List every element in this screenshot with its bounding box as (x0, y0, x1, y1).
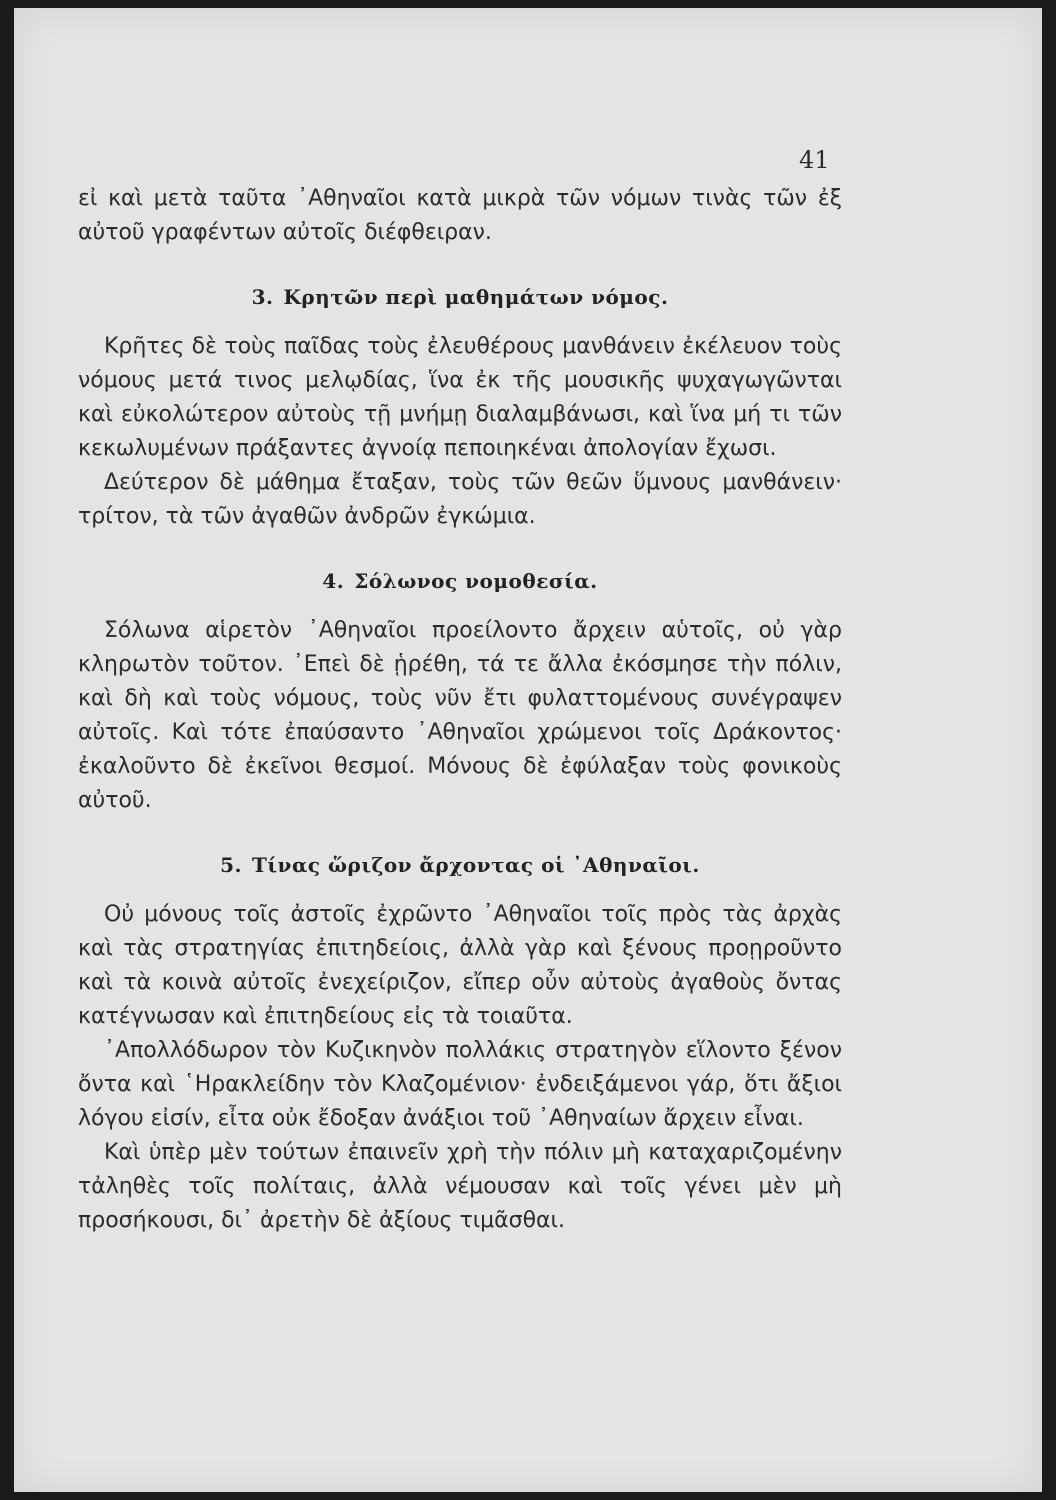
section-heading-5 (78, 848, 842, 882)
section-heading-3 (78, 280, 842, 314)
section-number: 5. (220, 853, 242, 877)
intro-paragraph: εἰ καὶ μετὰ ταῦτα ᾿Αθηναῖοι κατὰ μικρὰ τῶν νόμων τινὰς τῶν ἐξ αὐτοῦ γραφέντων αὐτοῖς διέφθειραν. (78, 186, 842, 245)
section-title: Τίνας ὥριζον ἄρχοντας οἱ ᾿Αθηναῖοι. (252, 853, 700, 877)
section-heading-4 (78, 564, 842, 598)
paragraph: ᾿Απολλόδωρον τὸν Κυζικηνὸν πολλάκις στρατηγὸν εἵλοντο ξένον ὄντα καὶ ῾Ηρακλείδην τὸν Κλαζομένιον· ἐνδειξάμενοι γάρ, ὅτι ἄξιοι λόγου εἰσίν, εἶτα οὐκ ἔδοξαν ἀνάξιοι τοῦ ᾿Αθηναίων ἄρχειν εἶναι. (78, 1038, 842, 1131)
page-content (78, 182, 842, 1238)
section-number: 4. (322, 569, 345, 593)
paragraph: Κρῆτες δὲ τοὺς παῖδας τοὺς ἐλευθέρους μανθάνειν ἐκέλευον τοὺς νόμους μετά τινος μελῳδίας, ἵνα ἐκ τῆς μουσικῆς ψυχαγωγῶνται καὶ εὐκολώτερον αὐτοὺς τῇ μνήμῃ διαλαμβάνωσι, καὶ ἵνα μή τι τῶν κεκωλυμένων πράξαντες ἀγνοίᾳ πεποιηκέναι ἀπολογίαν ἔχωσι. (78, 334, 842, 461)
paragraph: Οὐ μόνους τοῖς ἀστοῖς ἐχρῶντο ᾿Αθηναῖοι τοῖς πρὸς τὰς ἀρχὰς καὶ τὰς στρατηγίας ἐπιτηδείοις, ἀλλὰ γὰρ καὶ ξένους προῃροῦντο καὶ τὰ κοινὰ αὐτοῖς ἐνεχείριζον, εἴπερ οὖν αὐτοὺς ἀγαθοὺς ὄντας κατέγνωσαν καὶ ἐπιτηδείους εἰς τὰ τοιαῦτα. (78, 902, 842, 1029)
paragraph: Καὶ ὑπὲρ μὲν τούτων ἐπαινεῖν χρὴ τὴν πόλιν μὴ καταχαριζομένην τἀληθὲς τοῖς πολίταις, ἀλλὰ νέμουσαν καὶ τοῖς γένει μὲν μὴ προσήκουσι, δι᾿ ἀρετὴν δὲ ἀξίους τιμᾶσθαι. (78, 1140, 842, 1233)
section-number: 3. (251, 285, 274, 309)
paragraph: Δεύτερον δὲ μάθημα ἔταξαν, τοὺς τῶν θεῶν ὕμνους μανθάνειν· τρίτον, τὰ τῶν ἀγαθῶν ἀνδρῶν ἐγκώμια. (78, 470, 842, 529)
page-number: 41 (799, 146, 830, 174)
section-title: Σόλωνος νομοθεσία. (354, 569, 598, 593)
section-title: Κρητῶν περὶ μαθημάτων νόμος. (283, 285, 669, 309)
paragraph: Σόλωνα αἱρετὸν ᾿Αθηναῖοι προείλοντο ἄρχειν αὑτοῖς, οὐ γὰρ κληρωτὸν τοῦτον. ᾿Επεὶ δὲ ᾑρέθη, τά τε ἄλλα ἐκόσμησε τὴν πόλιν, καὶ δὴ καὶ τοὺς νόμους, τοὺς νῦν ἔτι φυλαττομένους συνέγραψεν αὐτοῖς. Καὶ τότε ἐπαύσαντο ᾿Αθηναῖοι χρώμενοι τοῖς Δράκοντος· ἐκαλοῦντο δὲ ἐκεῖνοι θεσμοί. Μόνους δὲ ἐφύλαξαν τοὺς φονικοὺς αὐτοῦ. (78, 618, 842, 813)
